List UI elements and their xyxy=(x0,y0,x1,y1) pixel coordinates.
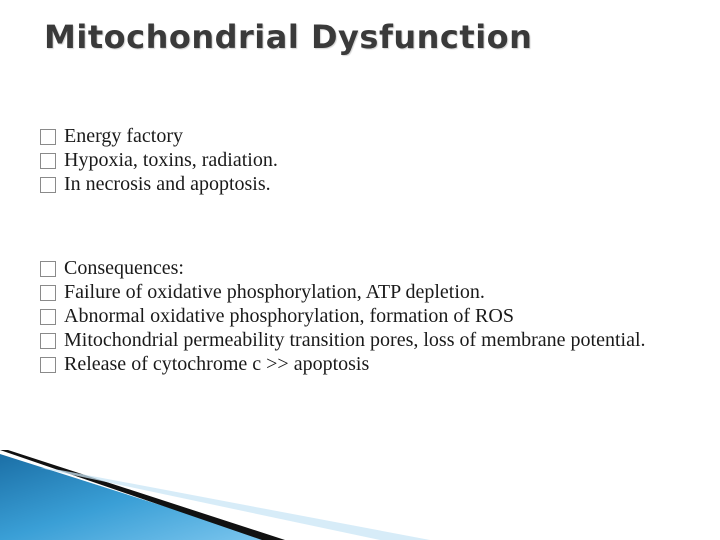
bullet-text: Consequences: xyxy=(64,257,184,279)
bullet-list-intro xyxy=(40,124,700,196)
checkbox-square-icon xyxy=(40,153,56,169)
bullet-text: Failure of oxidative phosphorylation, ATP depletion. xyxy=(64,281,485,303)
checkbox-square-icon xyxy=(40,261,56,277)
checkbox-square-icon xyxy=(40,285,56,301)
corner-decoration xyxy=(0,440,720,540)
bullet-item xyxy=(40,172,700,196)
bullet-item xyxy=(40,124,700,148)
bullet-item xyxy=(40,280,680,304)
bullet-text: Hypoxia, toxins, radiation. xyxy=(64,149,278,171)
slide-title: Mitochondrial Dysfunction xyxy=(44,18,533,56)
checkbox-square-icon xyxy=(40,129,56,145)
bullet-item xyxy=(40,148,700,172)
bullet-text: Energy factory xyxy=(64,125,184,147)
bullet-item xyxy=(40,256,680,280)
bullet-item xyxy=(40,352,680,376)
checkbox-square-icon xyxy=(40,309,56,325)
bullet-text: Abnormal oxidative phosphorylation, formation of ROS xyxy=(64,305,514,327)
checkbox-square-icon xyxy=(40,333,56,349)
bullet-item xyxy=(40,304,680,328)
bullet-text: In necrosis and apoptosis. xyxy=(64,173,271,195)
bullet-text: Mitochondrial permeability transition pores, loss of membrane potential. xyxy=(64,329,646,351)
bullet-item xyxy=(40,328,680,352)
checkbox-square-icon xyxy=(40,177,56,193)
bullet-list-consequences xyxy=(40,256,680,376)
bullet-text: Release of cytochrome c >> apoptosis xyxy=(64,353,370,375)
checkbox-square-icon xyxy=(40,357,56,373)
